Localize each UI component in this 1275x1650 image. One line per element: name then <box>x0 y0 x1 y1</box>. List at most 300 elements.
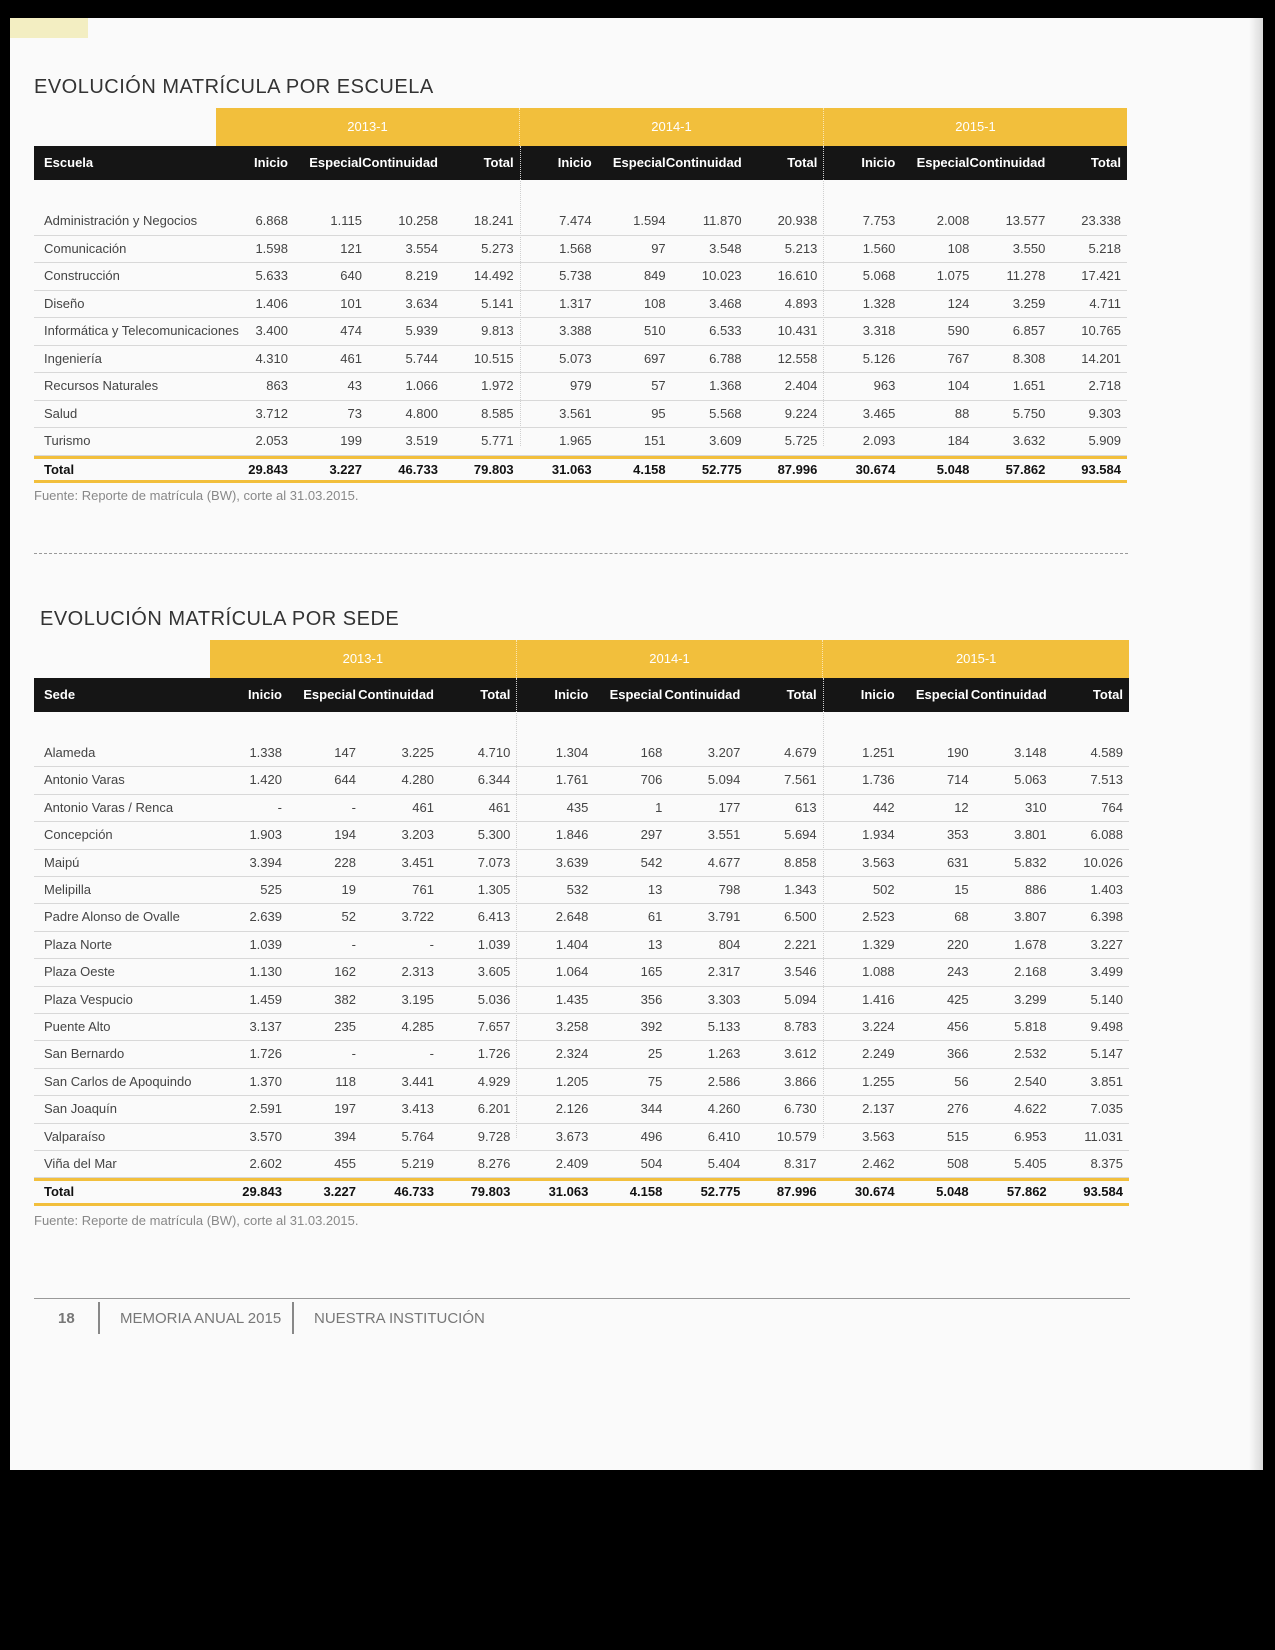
table-cell: 1.263 <box>707 1046 741 1062</box>
table-cell: 3.519 <box>405 433 438 448</box>
table-cell: 1.459 <box>249 991 282 1007</box>
table-cell: 2.053 <box>255 433 288 448</box>
table-cell: 2.639 <box>249 909 282 925</box>
table-cell: 162 <box>334 964 356 980</box>
table-cell: 3.441 <box>401 1073 434 1089</box>
table-cell: 6.857 <box>1012 323 1046 338</box>
table-cell: 79.803 <box>473 461 514 477</box>
table-cell: 46.733 <box>394 1184 434 1200</box>
table-cell: 2.008 <box>936 213 970 228</box>
table-cell: 461 <box>488 799 511 815</box>
row-label: Plaza Norte <box>44 936 112 952</box>
table-cell: 640 <box>340 268 362 283</box>
table-cell: 10.431 <box>777 323 818 338</box>
table-cell: 57.862 <box>1006 1184 1047 1200</box>
table-cell: 57 <box>651 378 666 393</box>
table-cell: 461 <box>412 799 434 815</box>
row-label: Comunicación <box>44 240 127 256</box>
table-cell: 88 <box>954 405 970 421</box>
table-cell: 52.775 <box>701 461 742 477</box>
table-cell: 6.788 <box>709 350 742 366</box>
table-cell: 11.278 <box>1006 268 1046 283</box>
table-cell: 2.317 <box>707 964 741 980</box>
table-cell: - <box>277 799 282 815</box>
table-cell: 18.241 <box>473 213 514 228</box>
table-cell: 2.586 <box>707 1073 741 1089</box>
table-cell: 4.929 <box>477 1073 511 1089</box>
column-header: Total <box>480 687 511 702</box>
table-cell: 3.465 <box>862 405 896 421</box>
table-cell: 43 <box>347 378 362 393</box>
table-cell: 532 <box>566 882 589 897</box>
table-cell: 1.416 <box>862 991 895 1007</box>
table-cell: 1.305 <box>477 882 511 897</box>
table-cell: 93.584 <box>1083 1184 1123 1200</box>
table-cell: 5.404 <box>707 1156 741 1171</box>
table-cell: 1.039 <box>477 936 511 952</box>
table-cell: 5.818 <box>1014 1019 1047 1034</box>
table-cell: 979 <box>569 378 592 393</box>
table-cell: 5.094 <box>784 991 817 1007</box>
column-header: Continuidad <box>665 155 742 170</box>
table-cell: 30.674 <box>854 1184 895 1200</box>
table-cell: 1.338 <box>249 745 282 760</box>
table-cell: 197 <box>334 1101 356 1117</box>
table-cell: 5.036 <box>477 991 511 1007</box>
table-cell: 95 <box>651 405 666 421</box>
table-cell: 1.370 <box>249 1073 282 1089</box>
table-cell: 79.803 <box>470 1184 511 1200</box>
table-cell: 5.048 <box>936 461 970 477</box>
table-cell: 1.846 <box>555 827 589 843</box>
row-label: Plaza Vespucio <box>44 991 133 1007</box>
table-cell: 3.570 <box>249 1128 282 1144</box>
table-cell: 9.728 <box>477 1128 511 1144</box>
table-cell: 6.500 <box>784 909 817 925</box>
column-header: Inicio <box>248 687 282 702</box>
column-header: Escuela <box>44 155 94 170</box>
table-cell: 87.996 <box>777 461 818 477</box>
column-header: Total <box>787 155 818 170</box>
table-cell: 4.800 <box>405 405 438 421</box>
table-cell: 3.259 <box>1012 295 1046 311</box>
column-header: Total <box>786 687 817 702</box>
table-cell: 10.026 <box>1083 854 1123 870</box>
table-cell: 5.633 <box>255 268 288 283</box>
table-cell: - <box>429 936 434 952</box>
table-cell: 2.591 <box>249 1101 282 1117</box>
total-row <box>34 456 1127 484</box>
table-cell: 7.035 <box>1090 1101 1123 1117</box>
table-cell: 5.750 <box>1012 405 1046 421</box>
row-label: Viña del Mar <box>44 1156 117 1171</box>
table-cell: 4.677 <box>707 854 741 870</box>
table-cell: 1.761 <box>555 772 589 788</box>
table-row <box>34 932 1129 959</box>
table-cell: 767 <box>947 350 970 366</box>
column-header: Especial <box>612 155 666 170</box>
table-row <box>34 795 1129 822</box>
page-edge <box>1249 18 1263 1470</box>
table-cell: 124 <box>947 295 970 311</box>
table-cell: 6.088 <box>1090 827 1123 843</box>
row-label: Antonio Varas <box>44 772 125 788</box>
table-cell: - <box>351 1046 356 1062</box>
table-cell: 8.219 <box>405 268 438 283</box>
row-label: Recursos Naturales <box>44 378 159 393</box>
table-cell: 10.258 <box>398 213 438 228</box>
table-cell: 101 <box>340 295 362 311</box>
table-cell: 3.400 <box>255 323 288 338</box>
table-cell: 3.632 <box>1012 433 1046 448</box>
row-label: Informática y Telecomunicaciones <box>44 323 239 338</box>
table-cell: 5.073 <box>559 350 592 366</box>
table-cell: 504 <box>640 1156 663 1171</box>
table-cell: 4.710 <box>477 745 511 760</box>
table-cell: 3.207 <box>707 745 741 760</box>
table-cell: 6.344 <box>477 772 511 788</box>
table-cell: 1.404 <box>555 936 589 952</box>
table-cell: 1.255 <box>862 1073 895 1089</box>
column-header: Continuidad <box>358 687 434 702</box>
table-cell: 147 <box>334 745 356 760</box>
table-cell: 394 <box>334 1128 356 1144</box>
table-cell: 3.851 <box>1090 1073 1123 1089</box>
table-cell: 3.388 <box>559 323 592 338</box>
year-band <box>216 108 1127 146</box>
table-cell: 13 <box>647 936 663 952</box>
table-cell: 11.031 <box>1084 1128 1123 1144</box>
table-cell: 5.568 <box>709 405 742 421</box>
table-cell: 356 <box>640 991 663 1007</box>
table-cell: 1.435 <box>555 991 589 1007</box>
table-row <box>34 318 1127 346</box>
row-label: Construcción <box>44 268 120 283</box>
footer-rule <box>34 1298 1130 1299</box>
table-cell: 3.468 <box>709 295 742 311</box>
table-cell: 5.213 <box>784 240 818 256</box>
table-cell: 2.648 <box>555 909 589 925</box>
table-cell: 61 <box>647 909 663 925</box>
table-cell: 2.168 <box>1014 964 1047 980</box>
table-cell: 3.866 <box>784 1073 817 1089</box>
row-label: Total <box>44 461 75 477</box>
table-cell: 168 <box>640 745 663 760</box>
table-cell: 10.023 <box>701 268 742 283</box>
table-cell: 5.300 <box>477 827 511 843</box>
table-cell: 5.063 <box>1014 772 1047 788</box>
table-cell: 9.813 <box>481 323 514 338</box>
table-cell: 6.953 <box>1014 1128 1047 1144</box>
table-cell: 2.462 <box>862 1156 895 1171</box>
table-cell: 1.115 <box>330 213 362 228</box>
column-header: Inicio <box>860 687 895 702</box>
table-cell: 3.801 <box>1014 827 1047 843</box>
column-header: Sede <box>44 687 76 702</box>
table-cell: 5.141 <box>481 295 514 311</box>
table-cell: 515 <box>946 1128 969 1144</box>
column-header: Especial <box>915 687 969 702</box>
table-cell: 19 <box>341 882 356 897</box>
table-cell: 5.219 <box>401 1156 434 1171</box>
table-cell: 5.725 <box>784 433 818 448</box>
table-cell: 1.972 <box>481 378 514 393</box>
row-label: Valparaíso <box>44 1128 106 1144</box>
table-cell: 2.137 <box>862 1101 895 1117</box>
table-cell: 5.218 <box>1088 240 1121 256</box>
table-cell: 1.304 <box>555 745 589 760</box>
table-cell: 194 <box>334 827 356 843</box>
table-cell: 963 <box>873 378 896 393</box>
table-cell: 2.313 <box>401 964 434 980</box>
table-row <box>34 767 1129 794</box>
table-cell: 1.251 <box>862 745 895 760</box>
year-label: 2013-1 <box>210 640 517 678</box>
table-row <box>34 428 1127 456</box>
table-cell: 8.317 <box>784 1156 817 1171</box>
table-cell: 87.996 <box>776 1184 817 1200</box>
table-cell: 30.674 <box>855 461 896 477</box>
table-cell: 14.201 <box>1081 350 1121 366</box>
table-cell: - <box>429 1046 434 1062</box>
table-cell: 12.558 <box>777 350 818 366</box>
table-cell: 1.130 <box>249 964 282 980</box>
table-cell: 863 <box>266 378 288 393</box>
table-cell: 8.375 <box>1090 1156 1123 1171</box>
table-cell: 243 <box>946 964 969 980</box>
table-cell: 8.276 <box>477 1156 511 1171</box>
table-cell: 31.063 <box>551 461 592 477</box>
table-cell: 3.551 <box>707 827 741 843</box>
table-cell: 510 <box>643 323 666 338</box>
table-cell: 3.318 <box>862 323 896 338</box>
table-cell: 276 <box>946 1101 969 1117</box>
table-cell: 3.137 <box>249 1019 282 1034</box>
table-row <box>34 740 1129 767</box>
table-cell: 29.843 <box>242 1184 282 1200</box>
table-cell: 13.577 <box>1005 213 1046 228</box>
table-cell: 93.584 <box>1081 461 1121 477</box>
table-cell: 23.338 <box>1081 213 1121 228</box>
table-cell: 10.579 <box>776 1128 817 1144</box>
table-cell: 5.764 <box>401 1128 434 1144</box>
table-cell: 57.862 <box>1005 461 1046 477</box>
table-cell: 613 <box>794 799 817 815</box>
table-cell: 3.258 <box>555 1019 589 1034</box>
escuela-source: Fuente: Reporte de matrícula (BW), corte al 31.03.2015. <box>34 488 359 503</box>
table-cell: 29.843 <box>248 461 288 477</box>
table-cell: 2.404 <box>784 378 818 393</box>
column-header: Continuidad <box>362 155 438 170</box>
row-label: Melipilla <box>44 882 91 897</box>
table-cell: 4.260 <box>707 1101 741 1117</box>
table-cell: 8.308 <box>1012 350 1046 366</box>
table-cell: 5.273 <box>481 240 514 256</box>
table-cell: 4.622 <box>1014 1101 1047 1117</box>
total-row <box>34 1178 1129 1205</box>
row-label: Maipú <box>44 854 80 870</box>
table-cell: 697 <box>643 350 666 366</box>
sede-title: EVOLUCIÓN MATRÍCULA POR SEDE <box>40 608 400 630</box>
table-cell: 2.602 <box>249 1156 282 1171</box>
column-header: Especial <box>609 687 663 702</box>
table-cell: 2.718 <box>1088 378 1121 393</box>
table-cell: 17.421 <box>1081 268 1121 283</box>
table-cell: 9.303 <box>1088 405 1121 421</box>
column-header: Especial <box>309 155 362 170</box>
table-cell: 2.126 <box>555 1101 589 1117</box>
row-label: San Bernardo <box>44 1046 125 1062</box>
table-cell: 4.310 <box>255 350 288 366</box>
table-cell: 20.938 <box>777 213 818 228</box>
table-cell: 3.639 <box>555 854 589 870</box>
table-cell: 590 <box>947 323 970 338</box>
table-cell: 1.368 <box>709 378 742 393</box>
table-cell: 3.548 <box>709 240 742 256</box>
table-row <box>34 959 1129 986</box>
table-cell: 121 <box>340 240 362 256</box>
table-cell: 1.560 <box>862 240 896 256</box>
column-header: Total <box>483 155 514 170</box>
table-cell: 3.722 <box>401 909 434 925</box>
table-cell: 5.738 <box>559 268 592 283</box>
table-cell: 3.451 <box>401 854 434 870</box>
table-cell: 31.063 <box>548 1184 589 1200</box>
sede-source: Fuente: Reporte de matrícula (BW), corte al 31.03.2015. <box>34 1213 359 1228</box>
table-header-row <box>34 146 1127 180</box>
table-cell: 474 <box>340 323 362 338</box>
table-cell: 5.068 <box>862 268 896 283</box>
table-cell: 199 <box>340 433 362 448</box>
table-cell: 2.409 <box>555 1156 589 1171</box>
table-row <box>34 1151 1129 1178</box>
table-cell: 7.513 <box>1090 772 1123 788</box>
row-label: Puente Alto <box>44 1019 111 1034</box>
table-cell: 3.563 <box>862 1128 895 1144</box>
table-row <box>34 1069 1129 1096</box>
table-cell: 7.753 <box>862 213 896 228</box>
table-cell: 508 <box>946 1156 969 1171</box>
table-cell: 16.610 <box>777 268 818 283</box>
column-header: Continuidad <box>664 687 741 702</box>
table-cell: 13 <box>647 882 663 897</box>
table-cell: 7.657 <box>477 1019 511 1034</box>
table-cell: 1.317 <box>559 295 592 311</box>
table-cell: 425 <box>946 991 969 1007</box>
table-cell: 3.203 <box>401 827 434 843</box>
table-cell: 1.594 <box>633 213 666 228</box>
table-cell: 3.394 <box>249 854 282 870</box>
table-cell: 1.075 <box>936 268 970 283</box>
table-cell: 496 <box>640 1128 663 1144</box>
row-label: Administración y Negocios <box>44 213 198 228</box>
table-cell: 344 <box>640 1101 663 1117</box>
table-cell: 220 <box>946 936 969 952</box>
table-cell: 3.807 <box>1014 909 1047 925</box>
table-cell: 3.554 <box>405 240 438 256</box>
table-cell: 118 <box>335 1073 356 1089</box>
table-cell: 525 <box>260 882 282 897</box>
table-row <box>34 987 1129 1014</box>
year-label: 2014-1 <box>520 108 824 146</box>
table-cell: 6.410 <box>707 1128 741 1144</box>
section-name: NUESTRA INSTITUCIÓN <box>314 1310 485 1327</box>
row-label: Concepción <box>44 827 113 843</box>
table-cell: 706 <box>640 772 663 788</box>
table-row <box>34 1096 1129 1123</box>
table-cell: 3.299 <box>1014 991 1047 1007</box>
column-header: Especial <box>916 155 970 170</box>
table-cell: 1.678 <box>1014 936 1047 952</box>
year-label: 2015-1 <box>955 119 996 134</box>
table-cell: 3.546 <box>784 964 817 980</box>
table-cell: 10.765 <box>1081 323 1121 338</box>
table-cell: 6.533 <box>709 323 742 338</box>
table-cell: 8.783 <box>784 1019 817 1034</box>
table-cell: 2.249 <box>862 1046 895 1062</box>
table-row <box>34 822 1129 849</box>
column-header: Inicio <box>557 155 592 170</box>
table-cell: 5.048 <box>936 1184 969 1200</box>
table-cell: 2.532 <box>1014 1046 1047 1062</box>
table-cell: 165 <box>640 964 663 980</box>
table-cell: 761 <box>412 882 434 897</box>
table-cell: 9.498 <box>1090 1019 1123 1034</box>
table-row <box>34 346 1127 374</box>
table-cell: 4.589 <box>1090 745 1123 760</box>
table-cell: 631 <box>946 854 969 870</box>
table-cell: 3.673 <box>555 1128 589 1144</box>
table-cell: 5.405 <box>1014 1156 1047 1171</box>
table-cell: 1 <box>655 799 663 815</box>
table-row <box>34 208 1127 236</box>
table-cell: 97 <box>651 240 666 256</box>
table-cell: 5.744 <box>405 350 438 366</box>
table-cell: 644 <box>334 772 356 788</box>
table-cell: 52 <box>341 909 356 925</box>
table-cell: 3.712 <box>255 405 288 421</box>
table-cell: 6.413 <box>477 909 511 925</box>
page-number: 18 <box>58 1310 75 1327</box>
row-label: Total <box>44 1184 75 1200</box>
table-cell: 4.679 <box>784 745 817 760</box>
table-cell: 1.934 <box>862 827 895 843</box>
table-cell: 1.726 <box>477 1046 511 1062</box>
year-label: 2013-1 <box>216 108 520 146</box>
table-cell: 3.634 <box>405 295 438 311</box>
table-cell: 502 <box>872 882 895 897</box>
table-row <box>34 1124 1129 1151</box>
table-cell: - <box>351 799 356 815</box>
table-cell: 2.540 <box>1014 1073 1047 1089</box>
table-cell: 6.730 <box>784 1101 817 1117</box>
table-cell: 68 <box>954 909 969 925</box>
table-row <box>34 877 1129 904</box>
table-cell: 3.227 <box>323 1184 356 1200</box>
table-cell: 2.523 <box>862 909 895 925</box>
footer-separator <box>98 1302 100 1334</box>
table-cell: 5.147 <box>1090 1046 1123 1062</box>
table-cell: 8.858 <box>784 854 817 870</box>
row-label: Salud <box>44 405 78 421</box>
table-cell: 4.285 <box>401 1019 434 1034</box>
row-label: Diseño <box>44 295 85 311</box>
column-header: Total <box>1090 155 1121 170</box>
table-cell: 3.612 <box>784 1046 817 1062</box>
column-header: Continuidad <box>970 687 1047 702</box>
table-cell: 5.133 <box>707 1019 741 1034</box>
table-row <box>34 291 1127 319</box>
